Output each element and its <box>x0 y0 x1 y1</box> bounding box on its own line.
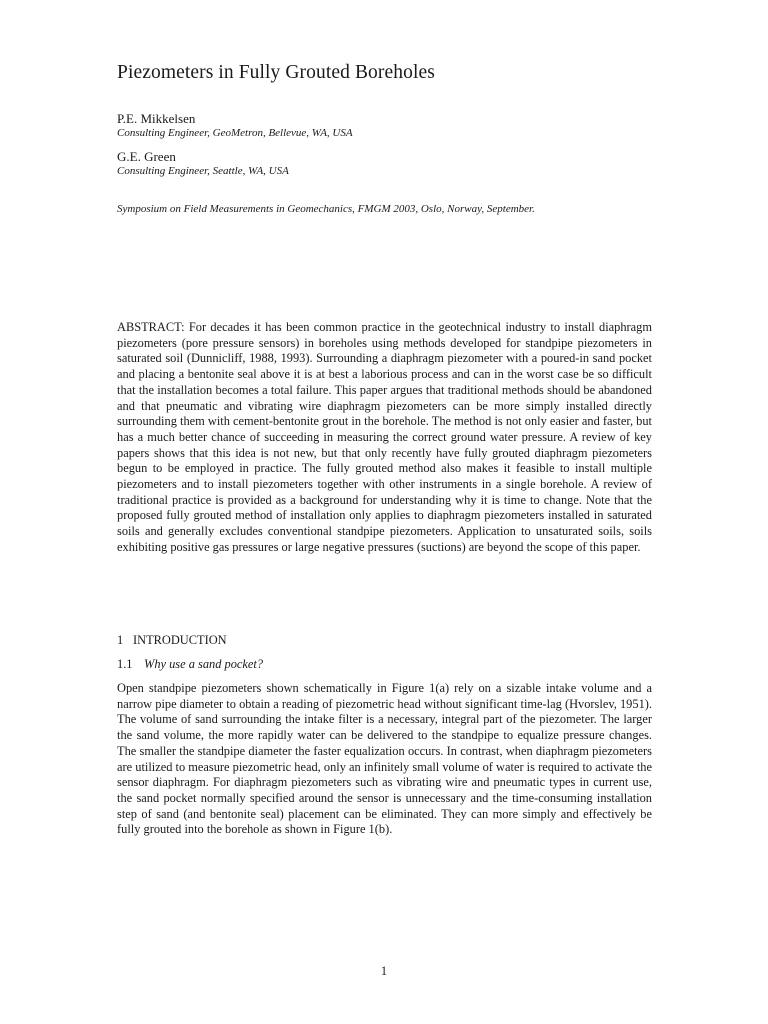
author-name-1: P.E. Mikkelsen <box>117 111 196 126</box>
section-title: INTRODUCTION <box>133 633 227 647</box>
author-name-2: G.E. Green <box>117 149 176 164</box>
symposium-note: Symposium on Field Measurements in Geomechanics, FMGM 2003, Oslo, Norway, September. <box>117 203 535 215</box>
page-number: 1 <box>380 964 388 978</box>
abstract-paragraph: ABSTRACT: For decades it has been common practice in the geotechnical industry to install diaphragm piezometers (pore pressure sensors) in boreholes using methods developed for standpipe piezometers in saturated soil (Dunnicliff, 1988, 1993). Surrounding a diaphragm piezometer with a poured-in sand pocket and placing a bentonite seal above it is at best a laborious process and can in the worst case be so difficult that the installation becomes a total failure. This paper argues that traditional methods should be abandoned and that pneumatic and vibrating wire diaphragm piezometers can be more simply installed directly surrounding them with cement-bentonite grout in the borehole. The method is not only easier and faster, but has a much better chance of succeeding in measuring the correct ground water pressure. A review of key papers shows that this idea is not new, but that only recently have fully grouted diaphragm piezometers begun to be employed in practice. The fully grouted method also makes it feasible to install multiple piezometers and to install piezometers together with other instruments in a single borehole. A review of traditional practice is provided as a background for understanding why it is time to change. Note that the proposed fully grouted method of installation only applies to diaphragm piezometers installed in saturated soils and generally excludes conventional standpipe piezometers. Application to unsaturated soils, soils exhibiting positive gas pressures or large negative pressures (suctions) are beyond the scope of this paper. <box>117 320 652 554</box>
subsection-heading-sand-pocket <box>117 657 263 672</box>
section-heading-introduction <box>117 633 227 648</box>
author-affiliation-2: Consulting Engineer, Seattle, WA, USA <box>117 165 289 177</box>
paper-title: Piezometers in Fully Grouted Boreholes <box>117 62 435 83</box>
section-number: 1 <box>117 633 124 647</box>
author-affiliation-1: Consulting Engineer, GeoMetron, Bellevue, WA, USA <box>117 127 353 139</box>
body-paragraph: Open standpipe piezometers shown schematically in Figure 1(a) rely on a sizable intake volume and a narrow pipe diameter to obtain a reading of piezometric head without significant time-lag (Hvorslev, 1951). The volume of sand surrounding the intake filter is a necessary, integral part of the piezometer. The larger the sand volume, the more rapidly water can be delivered to the standpipe to equalize pressure changes. The smaller the standpipe diameter the faster equalization occurs. In contrast, when diaphragm piezometers are utilized to measure piezometric head, only an infinitely small volume of water is required to activate the sensor diaphragm. For diaphragm piezometers such as vibrating wire and pneumatic types in current use, the sand pocket normally specified around the sensor is unnecessary and the time-consuming installation step of sand (and bentonite seal) placement can be eliminated. They can more simply and effectively be fully grouted into the borehole as shown in Figure 1(b). <box>117 681 652 837</box>
subsection-number: 1.1 <box>117 657 133 671</box>
subsection-title: Why use a sand pocket? <box>144 657 264 671</box>
